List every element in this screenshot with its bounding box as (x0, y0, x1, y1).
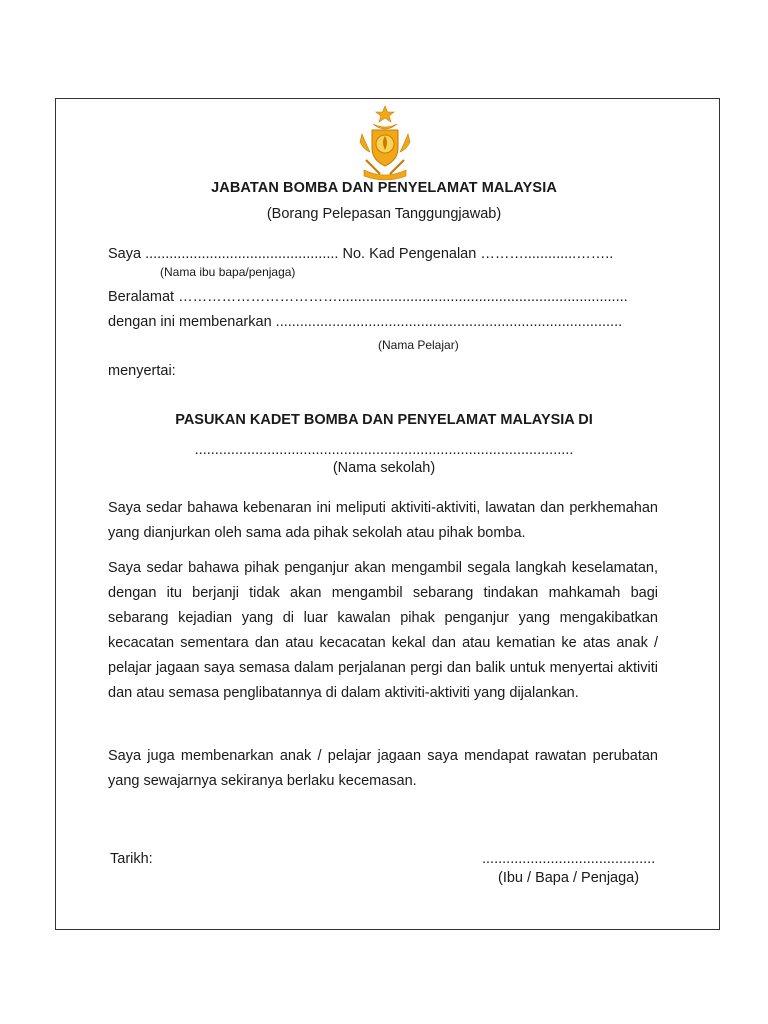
joining-label: menyertai: (108, 363, 176, 379)
parent-name-hint: (Nama ibu bapa/penjaga) (160, 265, 296, 279)
document-subtitle: (Borang Pelepasan Tanggungjawab) (266, 206, 502, 222)
permission-line: dengan ini membenarkan ...................................................................................... (108, 314, 623, 330)
signature-hint: (Ibu / Bapa / Penjaga) (498, 870, 640, 886)
date-label: Tarikh: (110, 851, 153, 867)
student-name-hint: (Nama Pelajar) (378, 338, 459, 352)
document-title: JABATAN BOMBA DAN PENYELAMAT MALAYSIA (211, 180, 557, 196)
paragraph-2: Saya sedar bahawa pihak penganjur akan mengambil segala langkah keselamatan, dengan itu berjanji tidak akan mengambil sebarang tindakan mahkamah bagi sebarang kejadian yang di luar kawalan pihak penganjur yang mengakibatkan kecacatan sementara dan atau kecacatan kekal dan atau kematian ke atas anak / pelajar jagaan saya semasa dalam perjalanan pergi dan balik untuk menyertai aktiviti dan atau semasa penglibatannya di dalam aktiviti-aktiviti yang dijalankan. (108, 560, 658, 701)
paragraph-3: Saya juga membenarkan anak / pelajar jagaan saya mendapat rawatan perubatan yang sewajarnya sekiranya berlaku kecemasan. (108, 748, 658, 789)
school-name-line: .............................................................................................. (194, 442, 574, 458)
parent-name-line: Saya ................................................ No. Kad Pengenalan ……….............…….. (108, 246, 614, 262)
paragraph-1: Saya sedar bahawa kebenaran ini meliputi aktiviti-aktiviti, lawatan dan perkhemahan yang dianjurkan oleh sama ada pihak sekolah atau pihak bomba. (108, 500, 658, 541)
school-name-hint: (Nama sekolah) (332, 460, 436, 476)
section-heading: PASUKAN KADET BOMBA DAN PENYELAMAT MALAYSIA DI (175, 412, 593, 428)
address-line: Beralamat ……………………………........................................................................ (108, 289, 628, 305)
fire-department-crest-icon (356, 104, 414, 182)
signature-line: ........................................... (482, 851, 656, 867)
